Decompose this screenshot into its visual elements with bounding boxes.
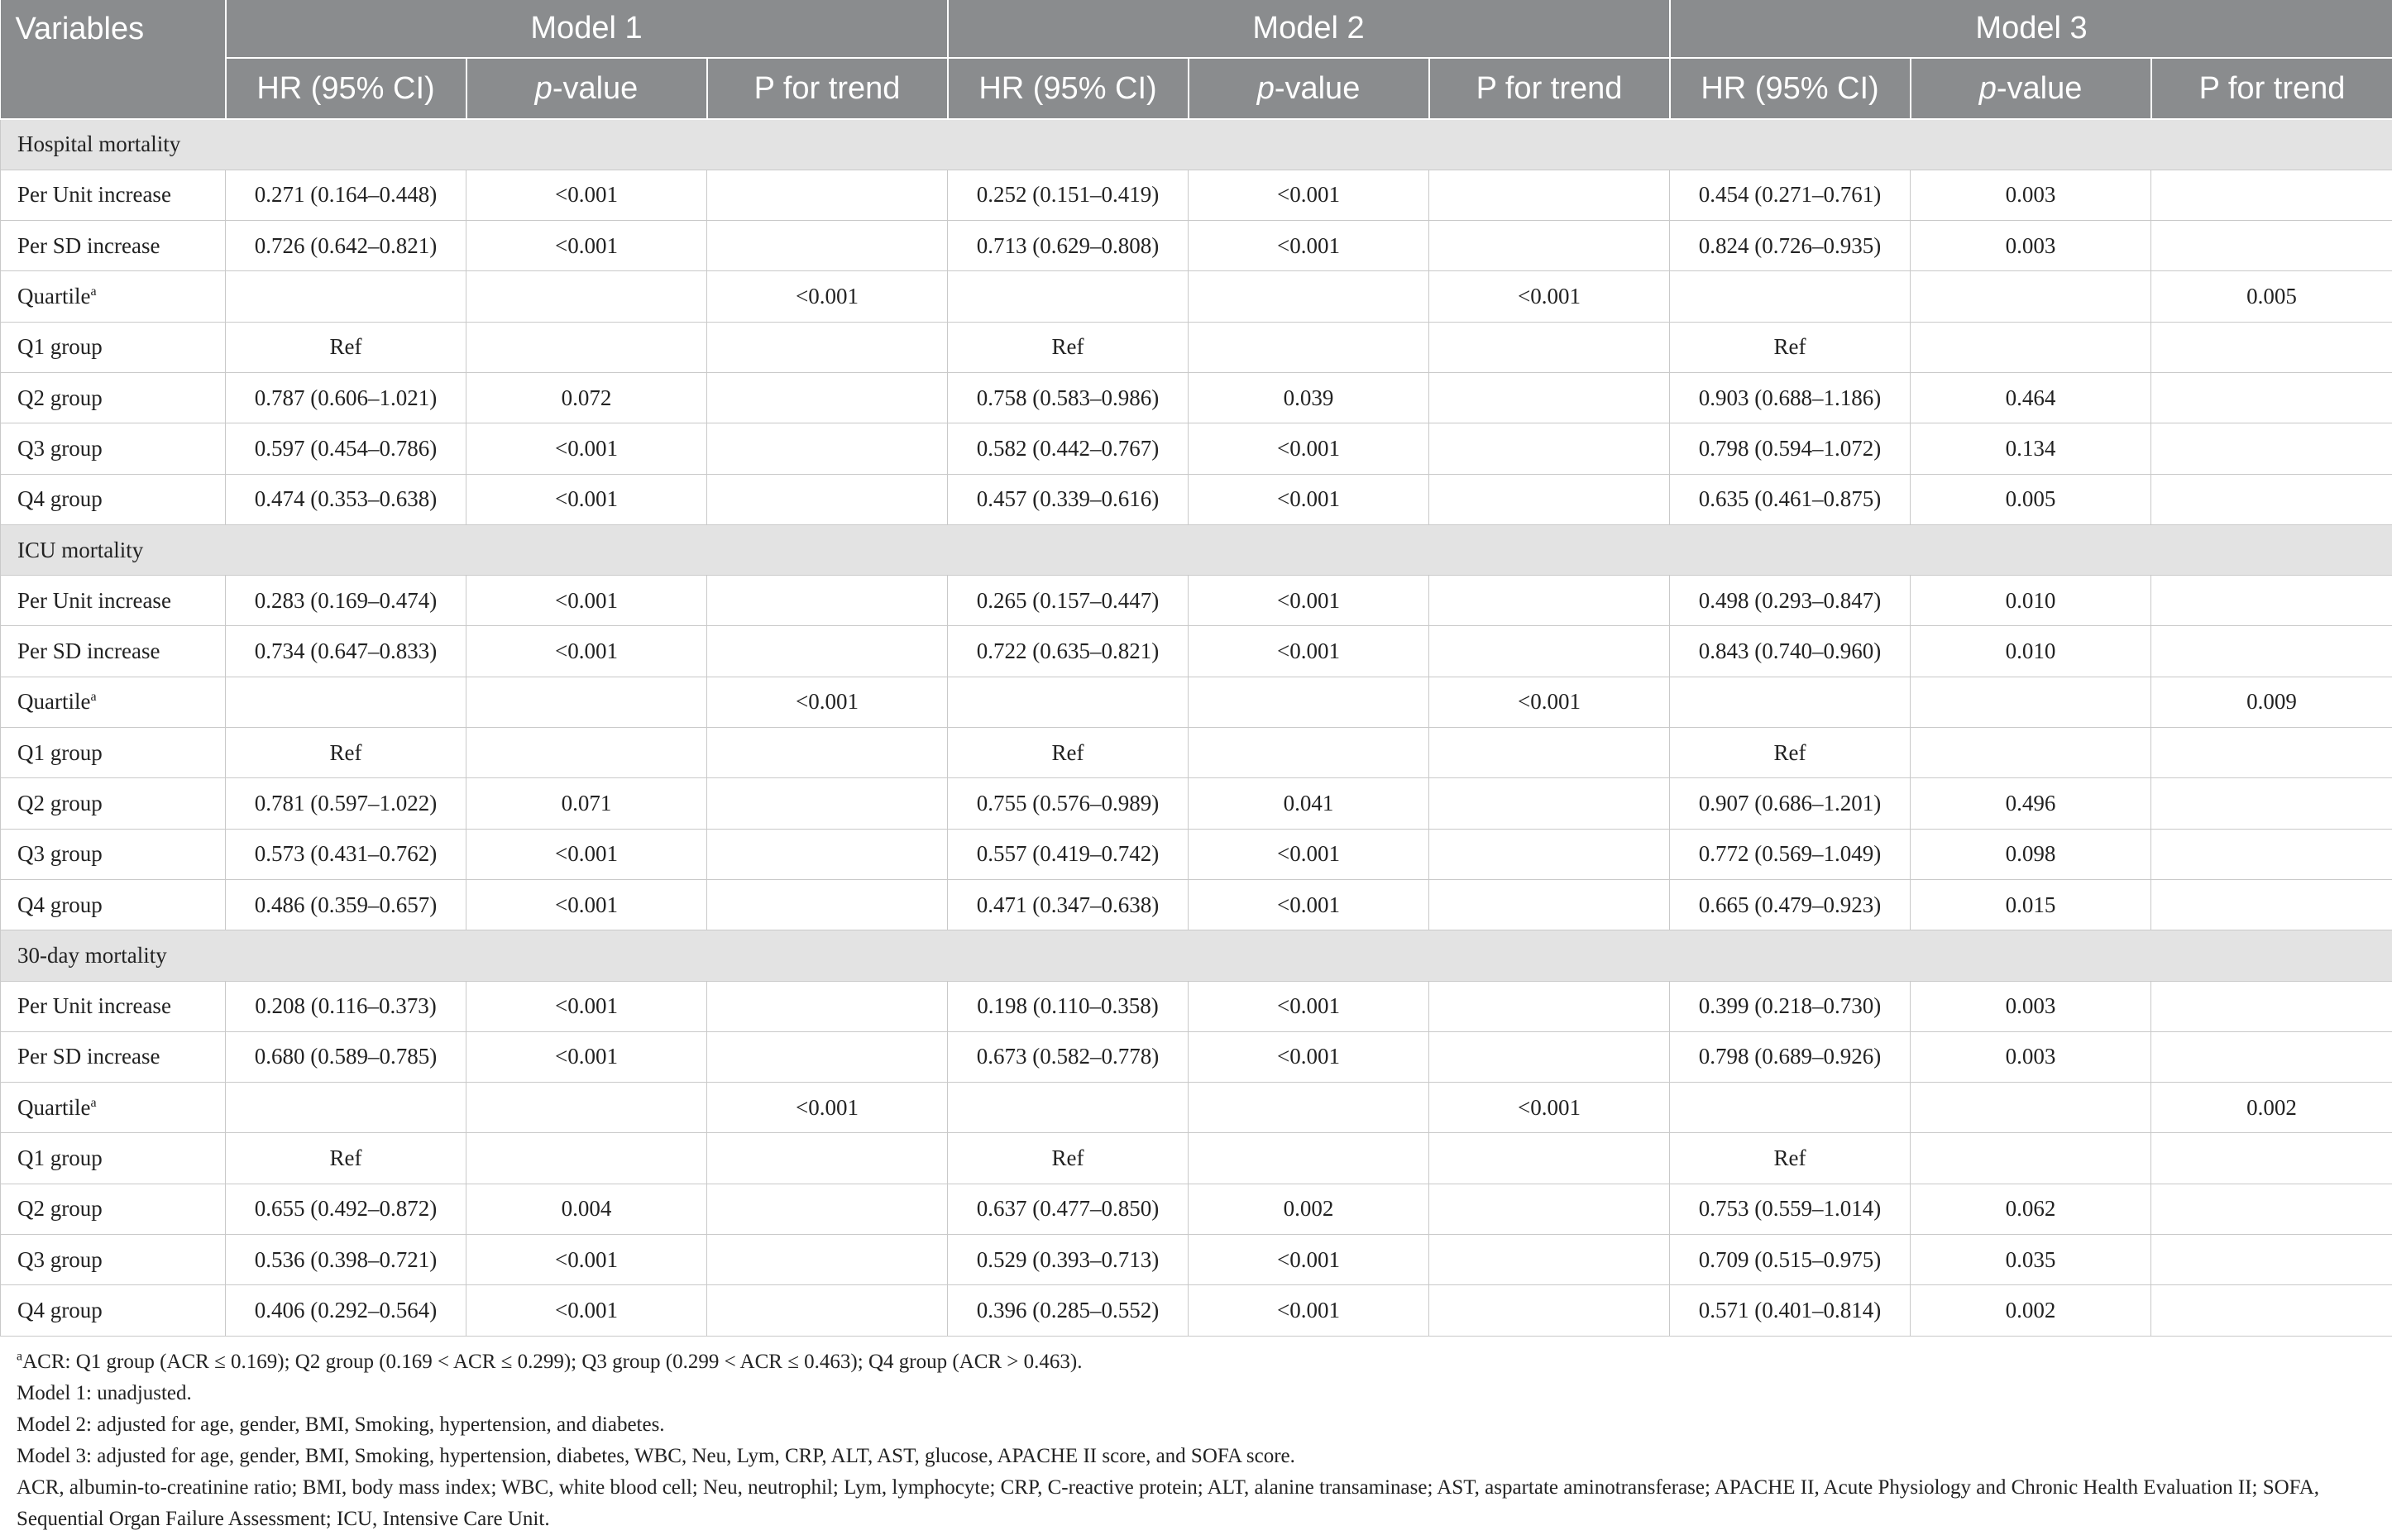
table-cell [1189,322,1429,372]
table-cell: <0.001 [1189,1285,1429,1336]
table-cell: <0.001 [466,879,707,930]
row-label-text: Q1 group [17,739,103,765]
header-hr-95ci: HR (95% CI) [1670,58,1911,119]
table-cell: <0.001 [1189,1235,1429,1285]
table-cell [2151,1031,2392,1082]
table-cell: 0.396 (0.285–0.552) [948,1285,1189,1336]
table-cell [1429,626,1670,677]
table-cell [1911,728,2151,778]
table-footnotes [0,1337,2392,1535]
header-value-suffix: -value [552,70,639,106]
table-cell: <0.001 [1429,271,1670,322]
table-cell: 0.005 [1911,474,2151,524]
row-label [1,1184,226,1234]
header-hr-95ci: HR (95% CI) [948,58,1189,119]
table-cell: 0.673 (0.582–0.778) [948,1031,1189,1082]
table-row [1,221,2392,271]
table-cell: 0.474 (0.353–0.638) [226,474,466,524]
row-label-text: Per SD increase [17,638,160,664]
row-label [1,981,226,1031]
table-cell: 0.005 [2151,271,2392,322]
table-row [1,576,2392,626]
table-cell: 0.755 (0.576–0.989) [948,778,1189,829]
table-cell: 0.798 (0.689–0.926) [1670,1031,1911,1082]
header-p-italic: p [1978,70,1997,106]
row-label [1,1031,226,1082]
table-row [1,372,2392,423]
table-cell [1429,981,1670,1031]
row-label-text: Q1 group [17,1145,103,1171]
table-cell: 0.713 (0.629–0.808) [948,221,1189,271]
table-cell: 0.283 (0.169–0.474) [226,576,466,626]
table-cell: <0.001 [466,626,707,677]
row-label [1,1083,226,1133]
table-cell: <0.001 [466,576,707,626]
table-cell [2151,576,2392,626]
table-cell [707,221,948,271]
header-model-1: Model 1 [226,0,948,58]
row-label-text: Q3 group [17,435,103,461]
row-label-text: Q2 group [17,1196,103,1222]
row-label-text: Per Unit increase [17,182,171,208]
footnote-text: Model 3: adjusted for age, gender, BMI, Smoking, hypertension, diabetes, WBC, Neu, Lym, CRP, ALT, AST, glucose, APACHE II score, and SOFA score. [17,1444,1295,1467]
row-label-text: Q2 group [17,791,103,815]
table-row [1,778,2392,829]
table-cell: 0.265 (0.157–0.447) [948,576,1189,626]
table-cell: 0.486 (0.359–0.657) [226,879,466,930]
table-cell [2151,1235,2392,1285]
table-cell [1429,576,1670,626]
table-cell: 0.035 [1911,1235,2151,1285]
table-row [1,1031,2392,1082]
table-cell: 0.134 [1911,423,2151,474]
table-cell: 0.907 (0.686–1.201) [1670,778,1911,829]
table-cell: 0.582 (0.442–0.767) [948,423,1189,474]
table-cell [1911,322,2151,372]
table-cell [2151,981,2392,1031]
row-label [1,423,226,474]
table-cell: <0.001 [1189,1031,1429,1082]
section-title: 30-day mortality [1,930,2392,981]
row-label [1,728,226,778]
table-cell: 0.665 (0.479–0.923) [1670,879,1911,930]
footnote-marker: a [90,285,97,299]
section-row [1,524,2392,575]
table-cell [466,1083,707,1133]
table-cell: 0.726 (0.642–0.821) [226,221,466,271]
table-cell: 0.009 [2151,677,2392,727]
footnote-line [17,1409,2375,1441]
table-cell: 0.071 [466,778,707,829]
table-cell: 0.406 (0.292–0.564) [226,1285,466,1336]
table-cell: <0.001 [1189,576,1429,626]
table-cell: <0.001 [1189,829,1429,879]
table-cell: 0.772 (0.569–1.049) [1670,829,1911,879]
table-cell: Ref [948,1133,1189,1184]
table-cell: Ref [948,322,1189,372]
table-cell [1429,1235,1670,1285]
table-row [1,829,2392,879]
footnote-text: ACR: Q1 group (ACR ≤ 0.169); Q2 group (0.169 < ACR ≤ 0.299); Q3 group (0.299 < ACR ≤ 0.463); Q4 group (ACR > 0.463). [22,1350,1083,1373]
header-value-suffix: -value [1274,70,1361,106]
table-cell: 0.498 (0.293–0.847) [1670,576,1911,626]
table-cell [2151,1133,2392,1184]
table-cell: 0.198 (0.110–0.358) [948,981,1189,1031]
table-cell: Ref [226,728,466,778]
table-cell [466,322,707,372]
table-cell: Ref [1670,1133,1911,1184]
header-p-value [466,58,707,119]
table-cell [707,423,948,474]
table-cell: 0.457 (0.339–0.616) [948,474,1189,524]
table-cell [1429,1184,1670,1234]
table-cell: 0.003 [1911,221,2151,271]
table-cell: <0.001 [707,1083,948,1133]
footnote-line [17,1378,2375,1409]
table-cell: 0.003 [1911,981,2151,1031]
row-label [1,372,226,423]
table-cell: 0.471 (0.347–0.638) [948,879,1189,930]
row-label [1,322,226,372]
header-hr-95ci: HR (95% CI) [226,58,466,119]
table-cell [1429,170,1670,220]
table-cell: <0.001 [1189,981,1429,1031]
table-cell [707,474,948,524]
table-cell: 0.004 [466,1184,707,1234]
section-title: Hospital mortality [1,119,2392,170]
table-cell: <0.001 [466,474,707,524]
row-label-text: Q4 group [17,1297,103,1322]
table-cell [1911,677,2151,727]
table-cell: 0.781 (0.597–1.022) [226,778,466,829]
table-cell: Ref [226,1133,466,1184]
row-label-text: Q2 group [17,385,103,410]
table-cell: <0.001 [1189,879,1429,930]
table-cell [466,271,707,322]
table-cell [1911,1083,2151,1133]
row-label [1,221,226,271]
table-cell: <0.001 [466,221,707,271]
table-cell: 0.496 [1911,778,2151,829]
table-cell: 0.597 (0.454–0.786) [226,423,466,474]
table-cell: Ref [948,728,1189,778]
row-label [1,677,226,727]
table-cell: 0.252 (0.151–0.419) [948,170,1189,220]
table-cell: 0.003 [1911,1031,2151,1082]
table-cell: 0.098 [1911,829,2151,879]
table-body [1,119,2392,1336]
table-cell [707,728,948,778]
header-p-value [1189,58,1429,119]
table-cell: Ref [226,322,466,372]
row-label-text: Q1 group [17,334,103,360]
table-cell: 0.635 (0.461–0.875) [1670,474,1911,524]
table-cell: 0.824 (0.726–0.935) [1670,221,1911,271]
table-cell: <0.001 [466,981,707,1031]
table-cell: 0.002 [1911,1285,2151,1336]
table-cell [2151,728,2392,778]
table-cell [1911,1133,2151,1184]
row-label [1,829,226,879]
table-cell [226,677,466,727]
table-cell [2151,372,2392,423]
header-model-3: Model 3 [1670,0,2392,58]
table-cell: 0.399 (0.218–0.730) [1670,981,1911,1031]
row-label [1,626,226,677]
row-label-text: Quartile [17,284,91,309]
table-header [1,0,2392,119]
table-row [1,271,2392,322]
table-cell [1189,271,1429,322]
table-cell: 0.753 (0.559–1.014) [1670,1184,1911,1234]
table-cell [1189,728,1429,778]
section-row [1,930,2392,981]
table-row [1,879,2392,930]
footnote-text: Model 1: unadjusted. [17,1381,192,1404]
header-p-italic: p [1256,70,1275,106]
table-row [1,981,2392,1031]
table-cell [707,829,948,879]
table-cell [707,372,948,423]
table-cell [2151,474,2392,524]
row-label [1,474,226,524]
table-cell: 0.843 (0.740–0.960) [1670,626,1911,677]
table-cell [948,677,1189,727]
header-value-suffix: -value [1996,70,2083,106]
table-cell: 0.903 (0.688–1.186) [1670,372,1911,423]
table-cell: 0.709 (0.515–0.975) [1670,1235,1911,1285]
table-cell: <0.001 [707,271,948,322]
table-cell [1429,372,1670,423]
table-cell [707,1285,948,1336]
table-cell [707,1133,948,1184]
table-row [1,322,2392,372]
table-cell: <0.001 [1429,1083,1670,1133]
table-cell [2151,1285,2392,1336]
table-cell: 0.680 (0.589–0.785) [226,1031,466,1082]
table-cell [2151,626,2392,677]
section-title: ICU mortality [1,524,2392,575]
table-cell: <0.001 [466,1031,707,1082]
footnote-marker: a [90,1095,97,1110]
row-label-text: Quartile [17,1094,91,1120]
table-cell: 0.655 (0.492–0.872) [226,1184,466,1234]
table-cell: 0.003 [1911,170,2151,220]
row-label [1,1285,226,1336]
table-cell [466,1133,707,1184]
section-row [1,119,2392,170]
table-row [1,728,2392,778]
table-cell [2151,170,2392,220]
table-cell [1429,1031,1670,1082]
table-cell: 0.464 [1911,372,2151,423]
row-label-text: Quartile [17,689,91,715]
table-cell [1429,474,1670,524]
table-cell: 0.758 (0.583–0.986) [948,372,1189,423]
table-cell [1911,271,2151,322]
table-cell: 0.041 [1189,778,1429,829]
table-cell: 0.039 [1189,372,1429,423]
table-cell: <0.001 [466,1285,707,1336]
table-row [1,677,2392,727]
table-cell [1670,1083,1911,1133]
table-cell: 0.798 (0.594–1.072) [1670,423,1911,474]
table-row [1,1133,2392,1184]
table-cell: 0.072 [466,372,707,423]
table-cell [1189,677,1429,727]
table-cell [2151,322,2392,372]
table-cell [466,677,707,727]
row-label-text: Per Unit increase [17,587,171,613]
row-label-text: Q4 group [17,486,103,512]
table-cell [1429,1285,1670,1336]
table-row [1,1235,2392,1285]
row-label [1,576,226,626]
table-cell [2151,1184,2392,1234]
table-cell: 0.637 (0.477–0.850) [948,1184,1189,1234]
footnote-text: ACR, albumin-to-creatinine ratio; BMI, body mass index; WBC, white blood cell; Neu, neutrophil; Lym, lymphocyte; CRP, C-reactive protein; ALT, alanine transaminase; AST, aspartate aminotransferase; APACHE II, Acute Physiology and Chronic Health Evaluation II; SOFA, Sequential Organ Failure Assessment; ICU, Intensive Care Unit. [17,1475,2320,1530]
table-row [1,626,2392,677]
header-p-for-trend: P for trend [1429,58,1670,119]
table-cell [948,271,1189,322]
table-cell [1429,221,1670,271]
table-cell: <0.001 [707,677,948,727]
table-cell [1670,677,1911,727]
table-row [1,170,2392,220]
row-label-text: Per Unit increase [17,993,171,1019]
table-cell: 0.002 [1189,1184,1429,1234]
footnote-marker: a [17,1349,23,1364]
table-cell: 0.015 [1911,879,2151,930]
table-cell: <0.001 [466,170,707,220]
table-cell [707,1031,948,1082]
table-cell: <0.001 [1189,626,1429,677]
table-row [1,1083,2392,1133]
table-cell: <0.001 [466,423,707,474]
table-cell: 0.734 (0.647–0.833) [226,626,466,677]
table-cell: 0.722 (0.635–0.821) [948,626,1189,677]
table-cell: 0.536 (0.398–0.721) [226,1235,466,1285]
table-cell [707,576,948,626]
header-variables: Variables [1,0,226,119]
table-row [1,423,2392,474]
table-cell: Ref [1670,728,1911,778]
table-cell: Ref [1670,322,1911,372]
footnote-line [17,1472,2375,1535]
table-cell [948,1083,1189,1133]
table-cell [1429,879,1670,930]
row-label [1,1133,226,1184]
table-cell [1189,1133,1429,1184]
table-cell [1429,778,1670,829]
table-cell [707,1235,948,1285]
row-label-text: Per SD increase [17,232,160,258]
row-label [1,1235,226,1285]
table-cell [2151,829,2392,879]
header-p-for-trend: P for trend [2151,58,2392,119]
row-label-text: Q3 group [17,841,103,867]
table-cell [707,1184,948,1234]
table-cell: 0.557 (0.419–0.742) [948,829,1189,879]
table-cell: <0.001 [1189,423,1429,474]
row-label [1,271,226,322]
table-cell: <0.001 [1189,474,1429,524]
table-cell [2151,221,2392,271]
table-cell [707,981,948,1031]
table-cell: <0.001 [1189,170,1429,220]
row-label [1,778,226,829]
table-cell: 0.573 (0.431–0.762) [226,829,466,879]
table-cell [1429,829,1670,879]
table-cell: 0.271 (0.164–0.448) [226,170,466,220]
table-row [1,1184,2392,1234]
table-cell [466,728,707,778]
table-row [1,474,2392,524]
header-p-italic: p [534,70,553,106]
table-cell [707,170,948,220]
footnote-text: Model 2: adjusted for age, gender, BMI, Smoking, hypertension, and diabetes. [17,1413,665,1436]
table-cell [707,778,948,829]
table-cell [1429,728,1670,778]
table-cell: 0.571 (0.401–0.814) [1670,1285,1911,1336]
table-cell: 0.208 (0.116–0.373) [226,981,466,1031]
table-cell: 0.529 (0.393–0.713) [948,1235,1189,1285]
table-cell [707,626,948,677]
table-cell [1429,322,1670,372]
table-row [1,1285,2392,1336]
table-cell [2151,879,2392,930]
row-label [1,170,226,220]
table-cell: <0.001 [466,829,707,879]
table-cell: <0.001 [1189,221,1429,271]
header-p-value [1911,58,2151,119]
table-cell: <0.001 [1429,677,1670,727]
header-model-2: Model 2 [948,0,1670,58]
footnote-marker: a [90,690,97,705]
table-cell [2151,423,2392,474]
table-cell [226,1083,466,1133]
table-cell: <0.001 [466,1235,707,1285]
table-cell: 0.787 (0.606–1.021) [226,372,466,423]
table-cell [1429,1133,1670,1184]
table-cell [707,322,948,372]
row-label [1,879,226,930]
table-cell: 0.002 [2151,1083,2392,1133]
table-cell: 0.010 [1911,626,2151,677]
table-cell [707,879,948,930]
table-cell [1670,271,1911,322]
table-cell: 0.454 (0.271–0.761) [1670,170,1911,220]
table-cell [2151,778,2392,829]
footnote-line [17,1346,2375,1378]
table-cell: 0.062 [1911,1184,2151,1234]
table-cell [1189,1083,1429,1133]
row-label-text: Q4 group [17,892,103,917]
header-p-for-trend: P for trend [707,58,948,119]
footnote-line [17,1441,2375,1472]
table-cell: 0.010 [1911,576,2151,626]
row-label-text: Q3 group [17,1246,103,1272]
row-label-text: Per SD increase [17,1044,160,1069]
table-cell [1429,423,1670,474]
table-cell [226,271,466,322]
